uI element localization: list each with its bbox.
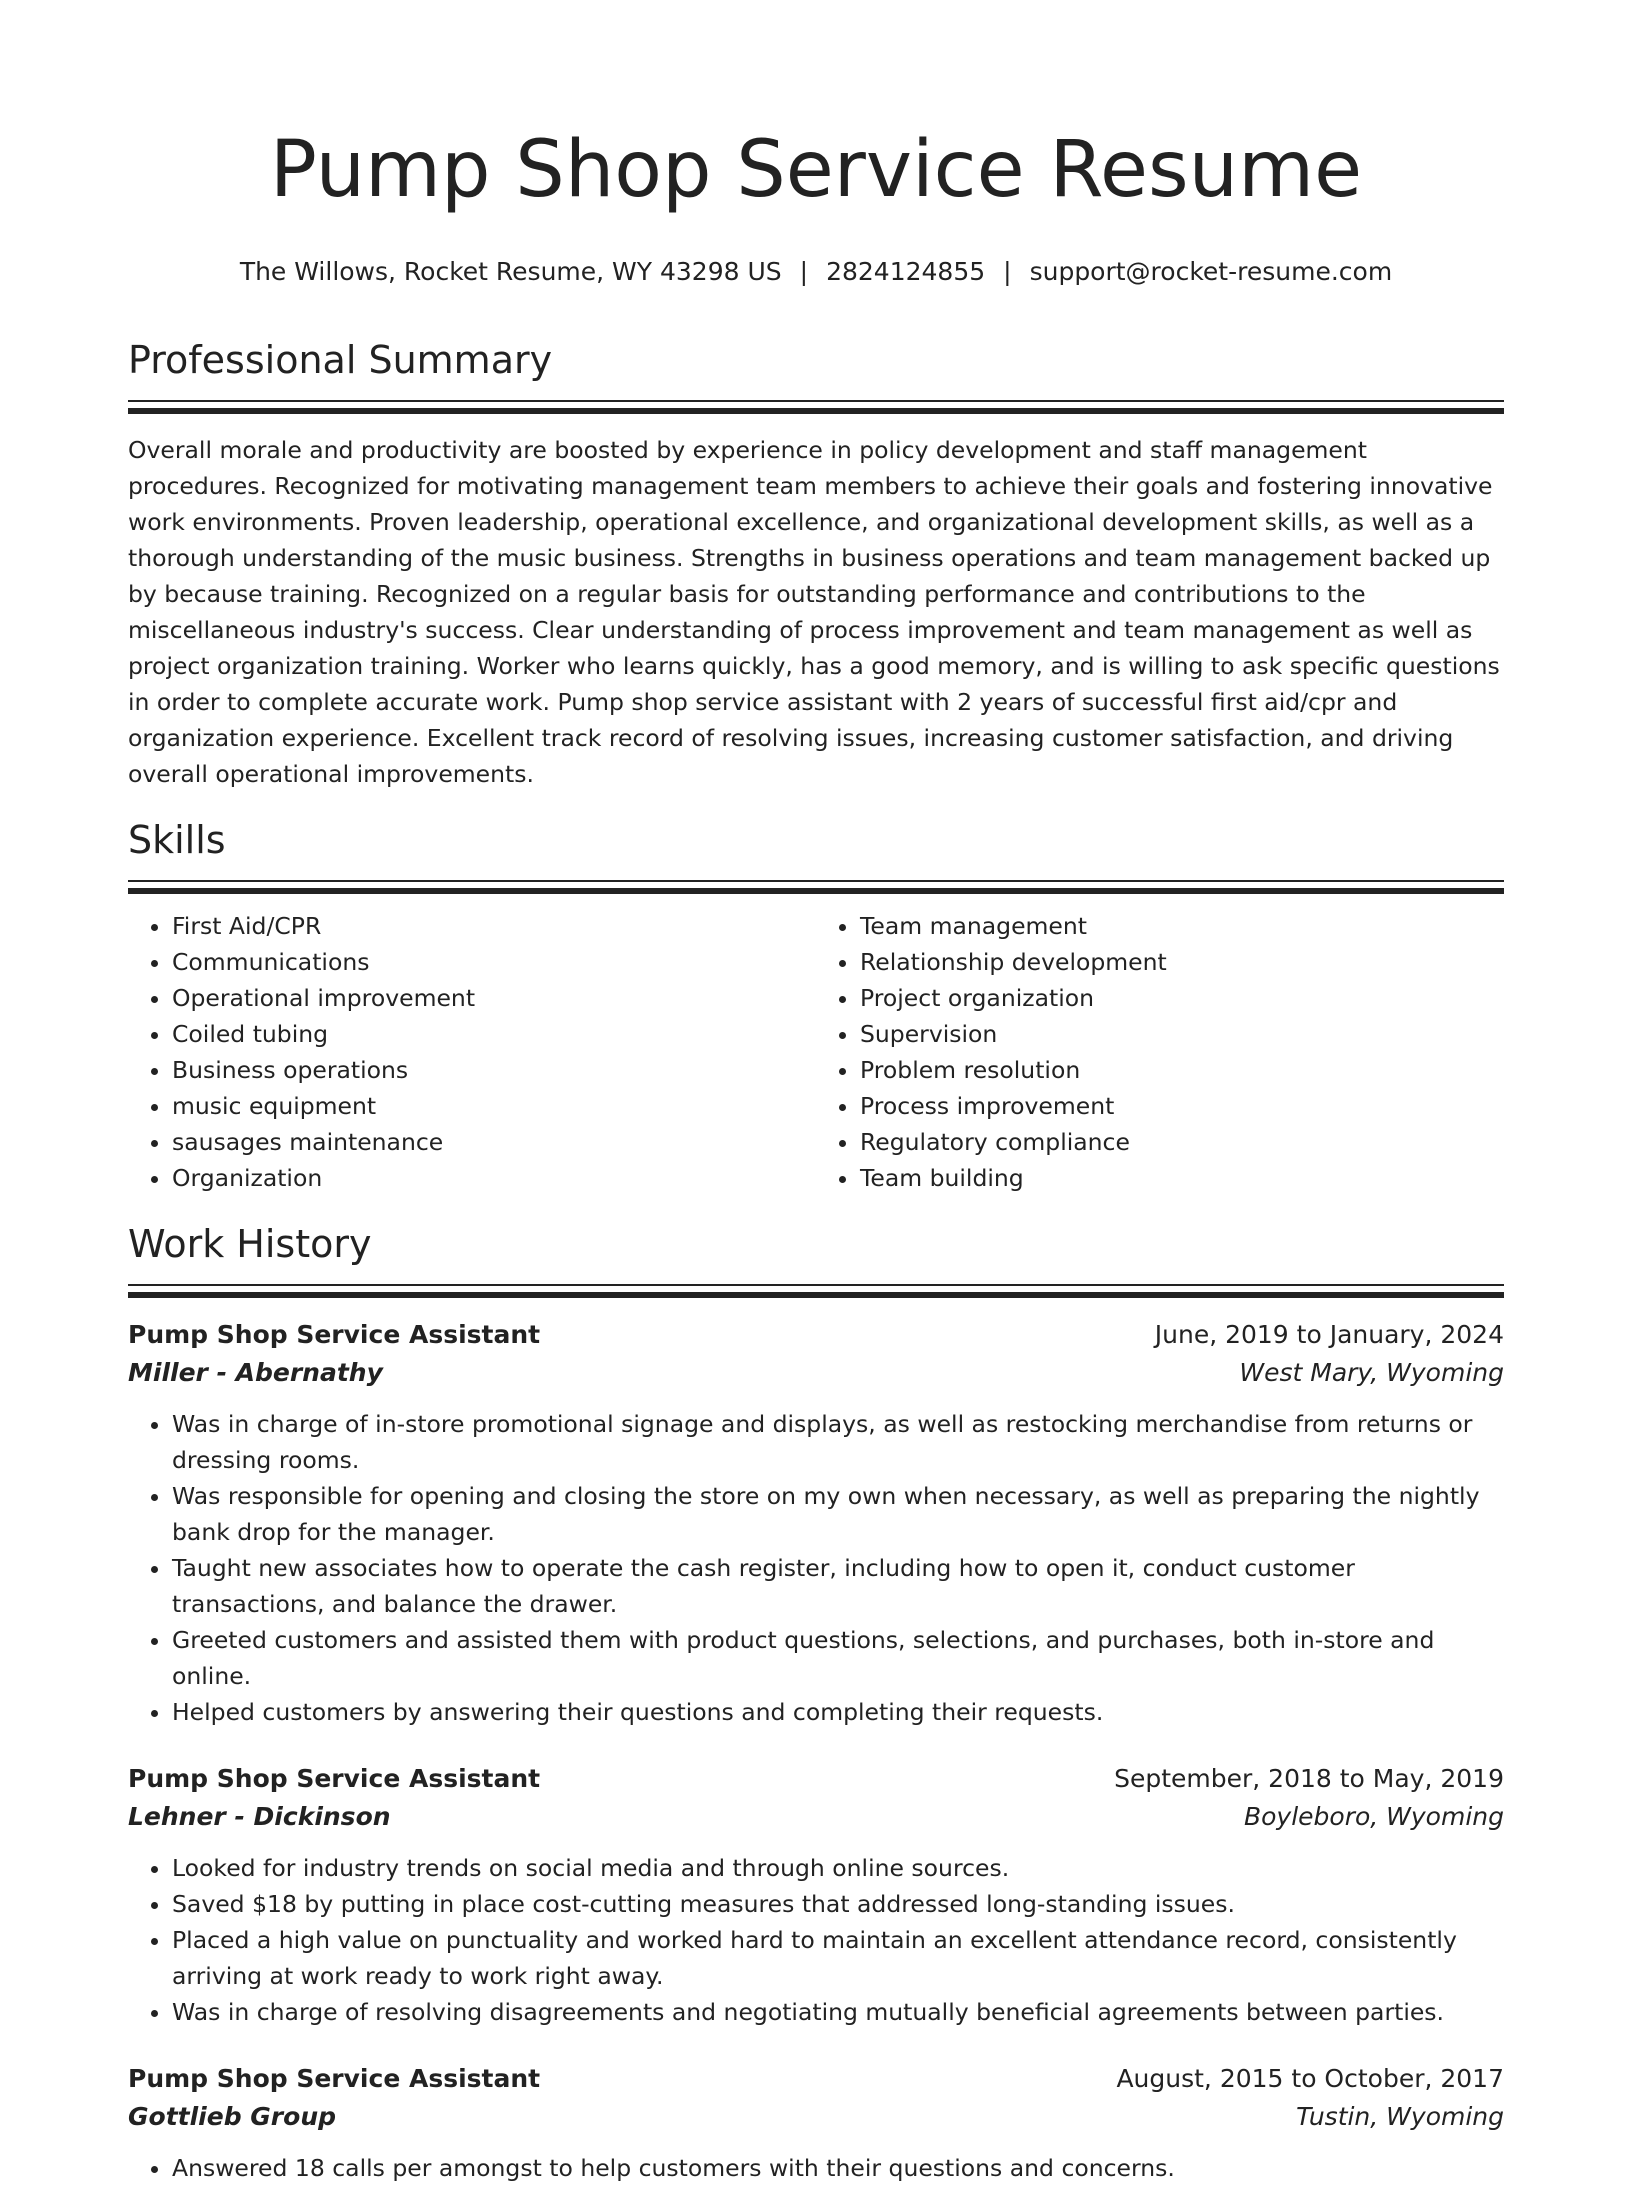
job-bullets	[128, 1850, 1504, 2030]
job-bullet: • Placed a high value on punctuality and worked hard to maintain an excellent attendance record, consistently arriving at work ready to work right away.	[172, 1922, 1504, 1994]
section-rule-thick	[128, 1292, 1504, 1298]
section-heading-work-history: Work History	[128, 1222, 372, 1266]
skill-item: • Coiled tubing	[172, 1016, 816, 1052]
job-bullet: • Helped customers by answering their questions and completing their requests.	[172, 1694, 1504, 1730]
skill-item: • Organization	[172, 1160, 816, 1196]
job-bullet: • Answered 18 calls per amongst to help customers with their questions and concerns.	[172, 2150, 1504, 2186]
job-title: Pump Shop Service Assistant	[128, 2064, 541, 2093]
section-rule-thin	[128, 880, 1504, 882]
skill-item: • Team management	[860, 908, 1504, 944]
job-bullets	[128, 1406, 1504, 1730]
skill-item: • Supervision	[860, 1016, 1504, 1052]
job-title: Pump Shop Service Assistant	[128, 1320, 541, 1349]
section-rule-thin	[128, 1284, 1504, 1286]
contact-line	[128, 256, 1504, 288]
contact-address: The Willows, Rocket Resume, WY 43298 US	[239, 257, 782, 286]
job-dates: June, 2019 to January, 2024	[1154, 1320, 1504, 1349]
job-location: West Mary, Wyoming	[1239, 1358, 1504, 1387]
skill-item: • Project organization	[860, 980, 1504, 1016]
job-entry	[128, 1760, 1504, 2030]
section-rule-thin	[128, 400, 1504, 402]
section-rule-thick	[128, 408, 1504, 414]
section-rule-thick	[128, 888, 1504, 894]
job-bullet: • Saved $18 by putting in place cost-cutting measures that addressed long-standing issues.	[172, 1886, 1504, 1922]
skill-item: • Problem resolution	[860, 1052, 1504, 1088]
job-bullet: • Taught new associates how to operate the cash register, including how to open it, conduct customer transactions, and balance the drawer.	[172, 1550, 1504, 1622]
skill-item: • music equipment	[172, 1088, 816, 1124]
skills-list-right	[816, 908, 1504, 1196]
job-bullets	[128, 2150, 1504, 2186]
contact-separator: |	[799, 257, 809, 286]
resume-title: Pump Shop Service Resume	[269, 125, 1363, 215]
skill-item: • Team building	[860, 1160, 1504, 1196]
job-entry	[128, 2060, 1504, 2186]
job-bullet: • Was responsible for opening and closing the store on my own when necessary, as well as preparing the nightly bank drop for the manager.	[172, 1478, 1504, 1550]
skill-item: • Business operations	[172, 1052, 816, 1088]
job-entry	[128, 1316, 1504, 1730]
job-location: Boyleboro, Wyoming	[1243, 1802, 1504, 1831]
skill-item: • First Aid/CPR	[172, 908, 816, 944]
skill-item: • Communications	[172, 944, 816, 980]
contact-email: support@rocket-resume.com	[1029, 257, 1393, 286]
skills-list-left	[128, 908, 816, 1196]
section-heading-summary: Professional Summary	[128, 338, 553, 382]
skills-columns	[128, 908, 1504, 1196]
professional-summary-section	[128, 336, 1504, 792]
job-bullet: • Was in charge of in-store promotional signage and displays, as well as restocking merchandise from returns or dressing rooms.	[172, 1406, 1504, 1478]
contact-separator: |	[1003, 257, 1012, 286]
skill-item: • Regulatory compliance	[860, 1124, 1504, 1160]
job-dates: September, 2018 to May, 2019	[1114, 1764, 1504, 1793]
job-location: Tustin, Wyoming	[1296, 2102, 1504, 2131]
job-company: Miller - Abernathy	[128, 1358, 383, 1387]
work-history-section	[128, 1220, 1504, 2186]
skill-item: • Operational improvement	[172, 980, 816, 1016]
skills-section	[128, 816, 1504, 1196]
skill-item: • Relationship development	[860, 944, 1504, 980]
section-heading-skills: Skills	[128, 818, 226, 862]
job-dates: August, 2015 to October, 2017	[1116, 2064, 1504, 2093]
job-title: Pump Shop Service Assistant	[128, 1764, 541, 1793]
job-company: Lehner - Dickinson	[128, 1802, 391, 1831]
job-bullet: • Looked for industry trends on social media and through online sources.	[172, 1850, 1504, 1886]
contact-phone: 2824124855	[826, 257, 986, 286]
job-company: Gottlieb Group	[128, 2102, 337, 2131]
job-bullet: • Was in charge of resolving disagreements and negotiating mutually beneficial agreements between parties.	[172, 1994, 1504, 2030]
skill-item: • sausages maintenance	[172, 1124, 816, 1160]
job-bullet: • Greeted customers and assisted them with product questions, selections, and purchases, both in-store and online.	[172, 1622, 1504, 1694]
summary-text: Overall morale and productivity are boosted by experience in policy development and staff management procedures. Recognized for motivating management team members to achieve their goals and fostering innovative work environments. Proven leadership, operational excellence, and organizational development skills, as well as a thorough understanding of the music business. Strengths in business operations and team management backed up by because training. Recognized on a regular basis for outstanding performance and contributions to the miscellaneous industry's success. Clear understanding of process improvement and team management as well as project organization training. Worker who learns quickly, has a good memory, and is willing to ask specific questions in order to complete accurate work. Pump shop service assistant with 2 years of successful first aid/cpr and organization experience. Excellent track record of resolving issues, increasing customer satisfaction, and driving overall operational improvements.	[128, 436, 1500, 788]
skill-item: • Process improvement	[860, 1088, 1504, 1124]
resume-page	[128, 0, 1504, 2186]
